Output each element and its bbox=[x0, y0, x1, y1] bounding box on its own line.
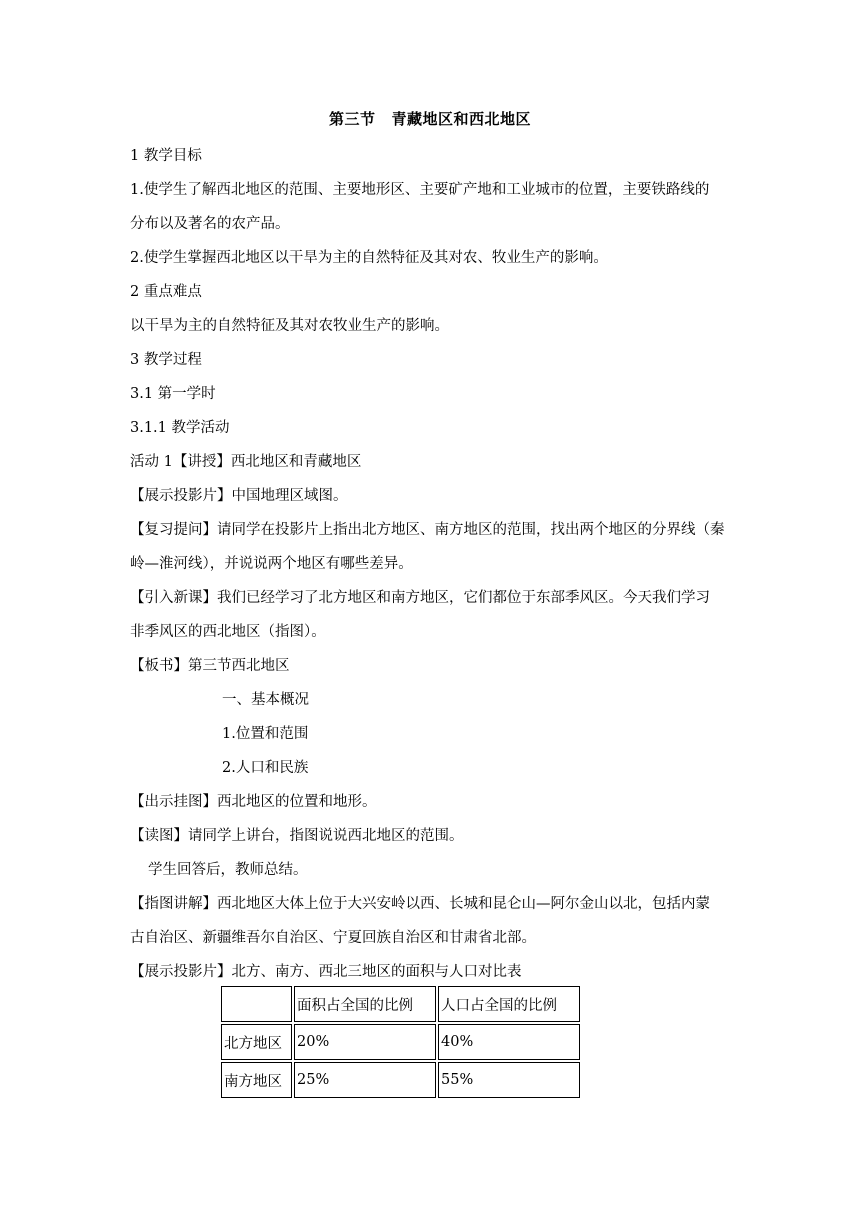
table-row bbox=[221, 1024, 580, 1060]
review-question-line-2: 岭—淮河线），并说说两个地区有哪些差异。 bbox=[130, 556, 413, 572]
intro-line-2: 非季风区的西北地区（指图）。 bbox=[130, 624, 326, 640]
objective-1-line-1: 1.使学生了解西北地区的范围、主要地形区、主要矿产地和工业城市的位置，主要铁路线的 bbox=[130, 182, 710, 198]
table-header-cell bbox=[221, 986, 292, 1022]
heading-process: 3 教学过程 bbox=[130, 352, 202, 368]
board-title: 【板书】第三节西北地区 bbox=[130, 658, 290, 674]
page-title bbox=[0, 108, 860, 129]
table-cell: 25% bbox=[294, 1062, 436, 1098]
table-cell: 南方地区 bbox=[221, 1062, 292, 1098]
table-row bbox=[221, 1062, 580, 1098]
objective-2: 2.使学生掌握西北地区以干旱为主的自然特征及其对农、牧业生产的影响。 bbox=[130, 250, 608, 266]
heading-key-points: 2 重点难点 bbox=[130, 284, 202, 300]
teacher-summary: 学生回答后，教师总结。 bbox=[148, 862, 308, 878]
heading-first-period: 3.1 第一学时 bbox=[130, 386, 216, 402]
activity-1: 活动 1【讲授】西北地区和青藏地区 bbox=[130, 454, 362, 470]
key-points-text: 以干旱为主的自然特征及其对农牧业生产的影响。 bbox=[130, 318, 449, 334]
title-section: 第三节 bbox=[328, 110, 376, 128]
board-item-population: 2.人口和民族 bbox=[222, 760, 309, 776]
table-cell: 55% bbox=[438, 1062, 580, 1098]
show-wall-map: 【出示挂图】西北地区的位置和地形。 bbox=[130, 794, 377, 810]
show-slide-table: 【展示投影片】北方、南方、西北三地区的面积与人口对比表 bbox=[130, 964, 522, 980]
read-map: 【读图】请同学上讲台，指图说说西北地区的范围。 bbox=[130, 828, 464, 844]
table-header-cell: 面积占全国的比例 bbox=[294, 986, 436, 1022]
map-explanation-line-2: 古自治区、新疆维吾尔自治区、宁夏回族自治区和甘肃省北部。 bbox=[130, 930, 536, 946]
board-item-location: 1.位置和范围 bbox=[222, 726, 309, 742]
table-header-row bbox=[221, 986, 580, 1022]
review-question-line-1: 【复习提问】请同学在投影片上指出北方地区、南方地区的范围，找出两个地区的分界线（秦 bbox=[130, 522, 725, 538]
board-item-overview: 一、基本概况 bbox=[222, 692, 309, 708]
intro-line-1: 【引入新课】我们已经学习了北方地区和南方地区，它们都位于东部季风区。今天我们学习 bbox=[130, 590, 710, 606]
objective-1-line-2: 分布以及著名的农产品。 bbox=[130, 216, 290, 232]
table-cell: 20% bbox=[294, 1024, 436, 1060]
table-cell: 北方地区 bbox=[221, 1024, 292, 1060]
heading-objectives: 1 教学目标 bbox=[130, 148, 202, 164]
table-header-cell: 人口占全国的比例 bbox=[438, 986, 580, 1022]
title-topic: 青藏地区和西北地区 bbox=[391, 110, 532, 128]
map-explanation-line-1: 【指图讲解】西北地区大体上位于大兴安岭以西、长城和昆仑山—阿尔金山以北，包括内蒙 bbox=[130, 896, 710, 912]
comparison-table bbox=[219, 984, 582, 1100]
show-slide-map: 【展示投影片】中国地理区域图。 bbox=[130, 488, 348, 504]
heading-activities: 3.1.1 教学活动 bbox=[130, 420, 230, 436]
table-cell: 40% bbox=[438, 1024, 580, 1060]
